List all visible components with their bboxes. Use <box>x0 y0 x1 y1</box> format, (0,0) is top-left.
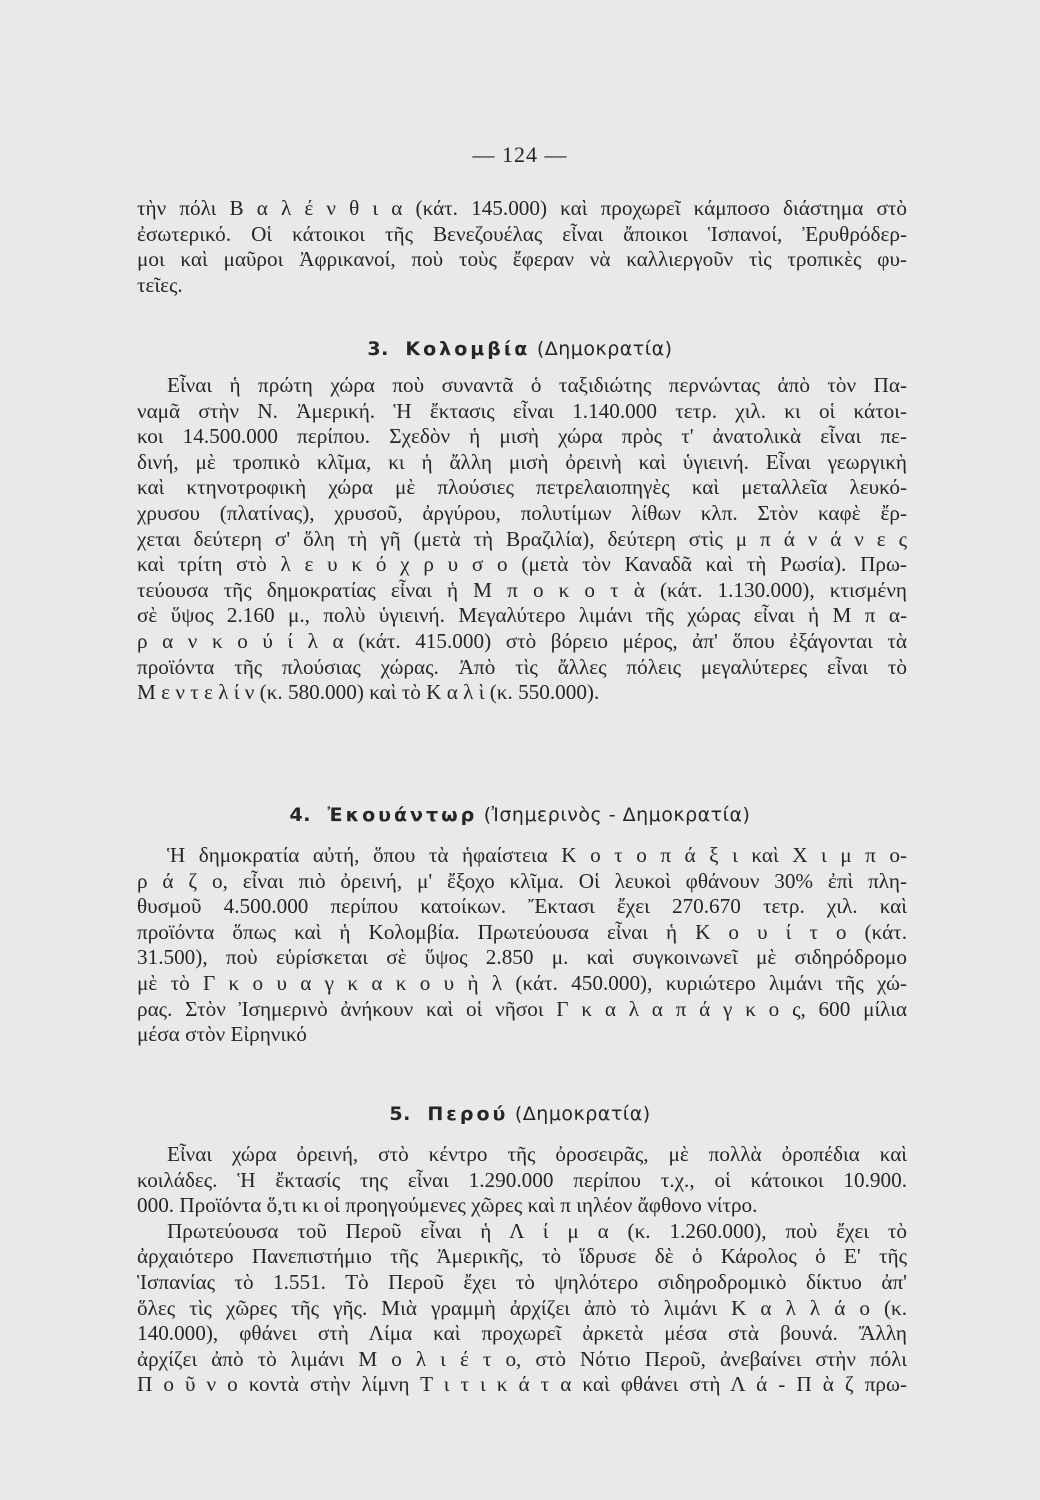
text-line: τεῖες. <box>137 272 183 297</box>
section-number: 4. <box>289 804 311 826</box>
text-line: κοι 14.500.000 περίπου. Σχεδὸν ἡ μισὴ χώρα πρὸς τ' ἀνατολικὰ εἶναι πε- <box>137 424 907 449</box>
section-title: Κολομβία <box>405 338 531 360</box>
section-subtitle: (Δημοκρατία) <box>536 338 673 360</box>
peru-text <box>137 1142 907 1398</box>
section-heading-colombia <box>0 336 1040 362</box>
text-line: ὅλες τὶς χῶρες τῆς γῆς. Μιὰ γραμμὴ ἀρχίζει ἀπὸ τὸ λιμάνι Κ α λ λ ά ο (κ. <box>137 1295 907 1320</box>
page-number: — 124 — <box>472 142 568 167</box>
section-number: 3. <box>367 338 389 360</box>
text-line: καὶ κτηνοτροφικὴ χώρα μὲ πλούσιες πετρελαιοπηγὲς καὶ μεταλλεῖα λευκό- <box>137 475 907 500</box>
text-line: κοιλάδες. Ἡ ἔκτασίς της εἶναι 1.290.000 περίπου τ.χ., οἱ κάτοικοι 10.900. <box>137 1167 907 1192</box>
text-line: Πρωτεύουσα τοῦ Περοῦ εἶναι ἡ Λ ί μ α (κ. 1.260.000), ποὺ ἔχει τὸ <box>167 1218 907 1243</box>
text-line: χεται δεύτερη σ' ὅλη τὴ γῆ (μετὰ τὴ Βραζιλία), δεύτερη στὶς μ π ά ν ά ν ε ς <box>137 526 907 551</box>
text-line: ρ α ν κ ο ύ ί λ α (κάτ. 415.000) στὸ βόρειο μέρος, ἀπ' ὅπου ἐξάγονται τὰ <box>137 628 907 653</box>
text-line: θυσμοῦ 4.500.000 περίπου κατοίκων. Ἔκτασι ἔχει 270.670 τετρ. χιλ. καὶ <box>137 894 907 919</box>
text-line: καὶ τρίτη στὸ λ ε υ κ ό χ ρ υ σ ο (μετὰ τὸν Καναδᾶ καὶ τὴ Ρωσία). Πρω- <box>137 552 907 577</box>
text-line: Εἶναι ἡ πρώτη χώρα ποὺ συναντᾶ ὁ ταξιδιώτης περνώντας ἀπὸ τὸν Πα- <box>167 373 907 397</box>
section-heading-ecuador <box>0 802 1040 828</box>
text-line: Π ο ῦ ν ο κοντὰ στὴν λίμνη Τ ι τ ι κ ά τ α καὶ φθάνει στὴ Λ ά - Π ὰ ζ πρω- <box>137 1372 907 1397</box>
text-line: ναμᾶ στὴν Ν. Ἀμερική. Ἡ ἔκτασις εἶναι 1.140.000 τετρ. χιλ. κι οἱ κάτοι- <box>137 398 907 423</box>
text-line: τεύουσα τῆς δημοκρατίας εἶναι ἡ Μ π ο κ ο τ ὰ (κάτ. 1.130.000), κτισμένη <box>137 577 907 602</box>
text-line: ἀρχίζει ἀπὸ τὸ λιμάνι Μ ο λ ι έ τ ο, στὸ Νότιο Περοῦ, ἀνεβαίνει στὴν πόλι <box>137 1346 907 1371</box>
text-line: δινή, μὲ τροπικὸ κλῖμα, κι ἡ ἄλλη μισὴ ὀρεινὴ καὶ ὑγιεινή. Εἶναι γεωργικὴ <box>137 449 907 474</box>
text-line: μὲ τὸ Γ κ ο υ α γ κ α κ ο υ ὴ λ (κάτ. 450.000), κυριώτερο λιμάνι τῆς χώ- <box>137 970 907 995</box>
text-line: προϊόντα ὅπως καὶ ἡ Κολομβία. Πρωτεύουσα εἶναι ἡ Κ ο υ ί τ ο (κάτ. <box>137 919 907 944</box>
text-line: Εἶναι χώρα ὀρεινή, στὸ κέντρο τῆς ὀροσειρᾶς, μὲ πολλὰ ὀροπέδια καὶ <box>167 1142 907 1166</box>
text-line: ρας. Στὸν Ἰσημερινὸ ἀνήκουν καὶ οἱ νῆσοι Γ κ α λ α π ά γ κ ο ς, 600 μίλια <box>137 996 907 1021</box>
text-line: ἀρχαιότερο Πανεπιστήμιο τῆς Ἀμερικῆς, τὸ ἵδρυσε δὲ ὁ Κάρολος ὁ Ε' τῆς <box>137 1244 907 1269</box>
text-line: τὴν πόλι Β α λ έ ν θ ι α (κάτ. 145.000) καὶ προχωρεῖ κάμποσο διάστημα στὸ <box>137 196 907 220</box>
text-line: μοι καὶ μαῦροι Ἀφρικανοί, ποὺ τοὺς ἔφεραν νὰ καλλιεργοῦν τὶς τροπικὲς φυ- <box>137 247 907 272</box>
section-subtitle: (Ἰσημερινὸς - Δημοκρατία) <box>483 804 751 826</box>
text-line: Ἡ δημοκρατία αὐτή, ὅπου τὰ ἡφαίστεια Κ ο τ ο π ά ξ ι καὶ Χ ι μ π ο- <box>167 843 907 867</box>
text-line: 31.500), ποὺ εὑρίσκεται σὲ ὕψος 2.850 μ. καὶ συγκοινωνεῖ μὲ σιδηρόδρομο <box>137 945 907 970</box>
venezuela-text-continued <box>137 196 907 298</box>
text-line: προϊόντα τῆς πλούσιας χώρας. Ἀπὸ τὶς ἄλλες πόλεις μεγαλύτερες εἶναι τὸ <box>137 654 907 679</box>
text-line: ἐσωτερικό. Οἱ κάτοικοι τῆς Βενεζουέλας εἶναι ἄποικοι Ἱσπανοί, Ἐρυθρόδερ- <box>137 221 907 246</box>
text-line: χρυσου (πλατίνας), χρυσοῦ, ἀργύρου, πολυτίμων λίθων κλπ. Στὸν καφὲ ἔρ- <box>137 500 907 525</box>
text-line: 140.000), φθάνει στὴ Λίμα καὶ προχωρεῖ ἀρκετὰ μέσα στὰ βουνά. Ἄλλη <box>137 1321 907 1346</box>
section-heading-peru <box>0 1101 1040 1127</box>
section-title: Περού <box>427 1103 509 1125</box>
text-line: 000. Προϊόντα ὅ,τι κι οἱ προηγούμενες χῶρες καὶ π ιηλέον ἄφθονο νίτρο. <box>137 1193 758 1218</box>
text-line: ρ ά ζ ο, εἶναι πιὸ ὀρεινή, μ' ἔξοχο κλῖμα. Οἱ λευκοὶ φθάνουν 30% ἐπὶ πλη- <box>137 868 907 893</box>
section-number: 5. <box>389 1103 411 1125</box>
colombia-text <box>137 373 907 706</box>
section-subtitle: (Δημοκρατία) <box>514 1103 651 1125</box>
text-line: Ἱσπανίας τὸ 1.551. Τὸ Περοῦ ἔχει τὸ ψηλότερο σιδηροδρομικὸ δίκτυο ἀπ' <box>137 1269 907 1294</box>
ecuador-text <box>137 843 907 1048</box>
text-line: Μ ε ν τ ε λ ί ν (κ. 580.000) καὶ τὸ Κ α λ ὶ (κ. 550.000). <box>137 680 600 705</box>
text-line: σὲ ὕψος 2.160 μ., πολὺ ὑγιεινή. Μεγαλύτερο λιμάνι τῆς χώρας εἶναι ἡ Μ π α- <box>137 603 907 628</box>
text-line: μέσα στὸν Εἰρηνικό <box>137 1022 307 1047</box>
section-title: Ἐκουάντωρ <box>327 804 478 826</box>
